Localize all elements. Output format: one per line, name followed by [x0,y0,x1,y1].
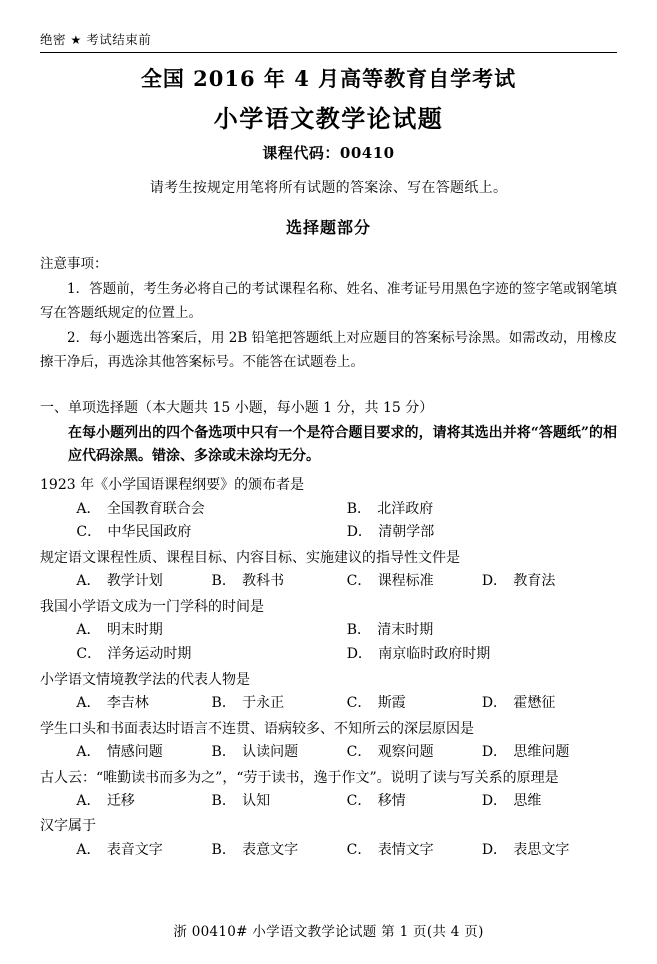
option-b[interactable] [212,741,347,765]
option-list [40,692,617,716]
exam-title: 全国 2016 年 4 月高等教育自学考试 [140,66,517,91]
option-a[interactable] [76,790,211,814]
option-text: 中华民国政府 [107,524,192,541]
notice-title: 注意事项： [40,256,108,272]
option-text: 认知 [242,792,271,809]
option-text: 表思文字 [513,841,570,858]
page-footer: 浙 00410# 小学语文教学论试题 第 1 页(共 4 页) [173,924,484,940]
answer-instruction: 请考生按规定用笔将所有试题的答案涂、写在答题纸上。 [149,180,508,196]
option-a[interactable] [76,741,211,765]
option-c[interactable] [347,570,482,594]
option-text: 北洋政府 [377,500,434,517]
option-c[interactable] [347,790,482,814]
question-item [40,474,617,545]
option-b[interactable] [347,498,617,522]
option-d[interactable] [482,839,617,863]
option-d[interactable] [482,790,617,814]
option-label: C． [346,792,372,809]
option-label: A． [76,743,101,760]
question-stem: 我国小学语文成为一门学科的时间是 [40,599,264,616]
course-code: 课程代码：00410 [262,144,395,162]
option-label: B． [211,792,236,809]
option-b[interactable] [212,839,347,863]
option-c[interactable] [347,741,482,765]
option-list [40,741,617,765]
option-text: 表音文字 [106,841,163,858]
option-d[interactable] [347,643,617,667]
question-stem: 汉字属于 [40,818,96,835]
question-list [40,474,617,862]
option-label: D． [481,792,508,809]
option-label: D． [481,743,508,760]
option-d[interactable] [482,741,617,765]
notice-item: 1．答题前，考生务必将自己的考试课程名称、姓名、准考证号用黑色字迹的签字笔或钢笔填写在答题纸规定的位置上。 [40,281,617,321]
option-text: 表意文字 [242,841,299,858]
question-stem: 小学语文情境教学法的代表人物是 [40,671,250,688]
option-text: 教学计划 [106,573,163,590]
question-item [40,767,617,814]
option-d[interactable] [482,692,617,716]
question-item [40,815,617,862]
option-label: A． [76,622,101,639]
question-stem: 古人云：“唯勤读书而多为之”，“劳于读书，逸于作文”。说明了读与写关系的原理是 [40,769,559,786]
option-text: 迁移 [106,792,135,809]
question-item [40,718,617,765]
question-stem: 学生口头和书面表达时语言不连贯、语病较多、不知所云的深层原因是 [40,720,474,737]
option-text: 清末时期 [377,622,434,639]
option-label: A． [76,694,101,711]
option-label: B． [346,500,371,517]
option-label: D． [481,841,508,858]
option-a[interactable] [76,692,211,716]
question-item [40,596,617,667]
secrecy-note: 考试结束前 [86,32,152,47]
option-label: D． [346,645,372,662]
option-label: A． [76,573,101,590]
paper-title: 小学语文教学论试题 [213,104,444,133]
question-item [40,547,617,594]
option-b[interactable] [212,790,347,814]
option-d[interactable] [482,570,617,594]
option-b[interactable] [347,619,617,643]
option-label: D． [346,524,372,541]
option-text: 表情文字 [377,841,434,858]
option-c[interactable] [347,692,482,716]
option-label: C． [346,694,372,711]
option-text: 斯霞 [377,694,406,711]
option-c[interactable] [76,521,346,545]
question-stem: 1923 年《小学国语课程纲要》的颁布者是 [40,477,305,494]
option-text: 情感问题 [106,743,163,760]
option-label: A． [76,792,101,809]
option-b[interactable] [212,570,347,594]
option-list [40,790,617,814]
option-a[interactable] [76,619,346,643]
option-text: 洋务运动时期 [107,645,192,662]
option-c[interactable] [347,839,482,863]
option-text: 课程标准 [377,573,434,590]
header-divider [40,52,617,53]
option-text: 李吉林 [106,694,149,711]
option-label: B． [211,694,236,711]
option-label: C． [346,841,372,858]
option-label: C． [346,743,372,760]
option-text: 教科书 [242,573,285,590]
option-label: A． [76,841,101,858]
option-list [40,570,617,594]
option-c[interactable] [76,643,346,667]
option-text: 思维问题 [513,743,570,760]
option-label: C． [346,573,372,590]
option-label: B． [346,622,371,639]
star-icon: ★ [70,33,82,47]
option-b[interactable] [212,692,347,716]
option-text: 观察问题 [377,743,434,760]
option-text: 于永正 [242,694,285,711]
option-text: 认读问题 [242,743,299,760]
option-text: 清朝学部 [378,524,435,541]
option-list [40,498,617,546]
option-label: B． [211,573,236,590]
option-text: 思维 [513,792,542,809]
option-text: 南京临时政府时期 [378,645,491,662]
option-label: C． [76,645,102,662]
section-heading: 选择题部分 [285,218,371,237]
option-a[interactable] [76,570,211,594]
option-label: D． [481,573,508,590]
option-list [40,619,617,667]
question-item [40,669,617,716]
option-a[interactable] [76,498,346,522]
option-text: 明末时期 [106,622,163,639]
option-d[interactable] [347,521,617,545]
option-text: 教育法 [513,573,556,590]
option-label: B． [211,743,236,760]
option-a[interactable] [76,839,211,863]
part-heading: 一、单项选择题（本大题共 15 小题，每小题 1 分，共 15 分） [40,399,434,416]
option-label: D． [481,694,508,711]
part-subheading: 在每小题列出的四个备选项中只有一个是符合题目要求的，请将其选出并将“答题纸”的相应代码涂黑。错涂、多涂或未涂均无分。 [68,425,617,465]
option-list [40,839,617,863]
question-stem: 规定语文课程性质、课程目标、内容目标、实施建议的指导性文件是 [40,550,460,567]
option-text: 霍懋征 [513,694,556,711]
option-label: B． [211,841,236,858]
secrecy-header [40,30,617,48]
notice-item: 2．每小题选出答案后，用 2B 铅笔把答题纸上对应题目的答案标号涂黑。如需改动，用橡皮擦干净后，再选涂其他答案标号。不能答在试题卷上。 [40,330,617,370]
option-text: 全国教育联合会 [106,500,205,517]
option-text: 移情 [377,792,406,809]
secrecy-label: 绝密 [40,32,67,47]
option-label: A． [76,500,101,517]
option-label: C． [76,524,102,541]
